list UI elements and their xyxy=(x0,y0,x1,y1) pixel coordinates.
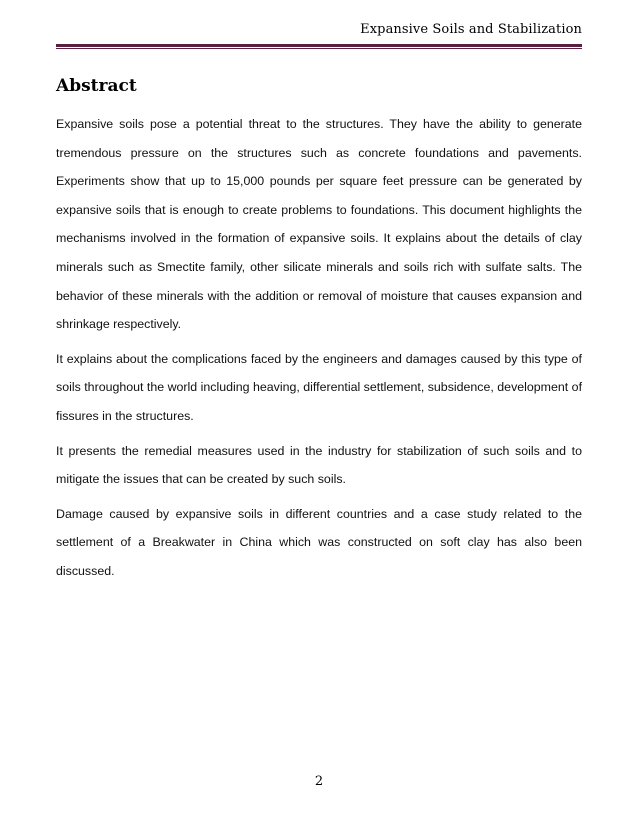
paragraph-2: It explains about the complications faced by the engineers and damages caused by this type of soils throughout the world including heaving, differential settlement, subsidence, development of fissures in the structures. xyxy=(56,351,583,423)
running-header-title: Expansive Soils and Stabilization xyxy=(360,22,582,37)
paragraph-4: Damage caused by expansive soils in different countries and a case study related to the settlement of a Breakwater in China which was constructed on soft clay has also been discussed. xyxy=(56,506,582,578)
section-body xyxy=(56,110,582,592)
paragraph-1: Expansive soils pose a potential threat to the structures. They have the ability to generate tremendous pressure on the structures such as concrete foundations and pavements. Experiments show that up to 15,000 pounds per square feet pressure can be generated by expansive soils that is enough to create problems to foundations. This document highlights the mechanisms involved in the formation of expansive soils. It explains about the details of clay minerals such as Smectite family, other silicate minerals and soils rich with sulfate salts. The behavior of these minerals with the addition or removal of moisture that causes expansion and shrinkage respectively. xyxy=(56,117,582,332)
header-rule-thick xyxy=(56,44,582,47)
header-rule xyxy=(56,44,582,50)
paragraph-3: It presents the remedial measures used in the industry for stabilization of such soils and to mitigate the issues that can be created by such soils. xyxy=(56,443,582,487)
section-heading: Abstract xyxy=(56,76,137,96)
page-number: 2 xyxy=(314,774,324,789)
header-rule-thin xyxy=(56,48,582,49)
